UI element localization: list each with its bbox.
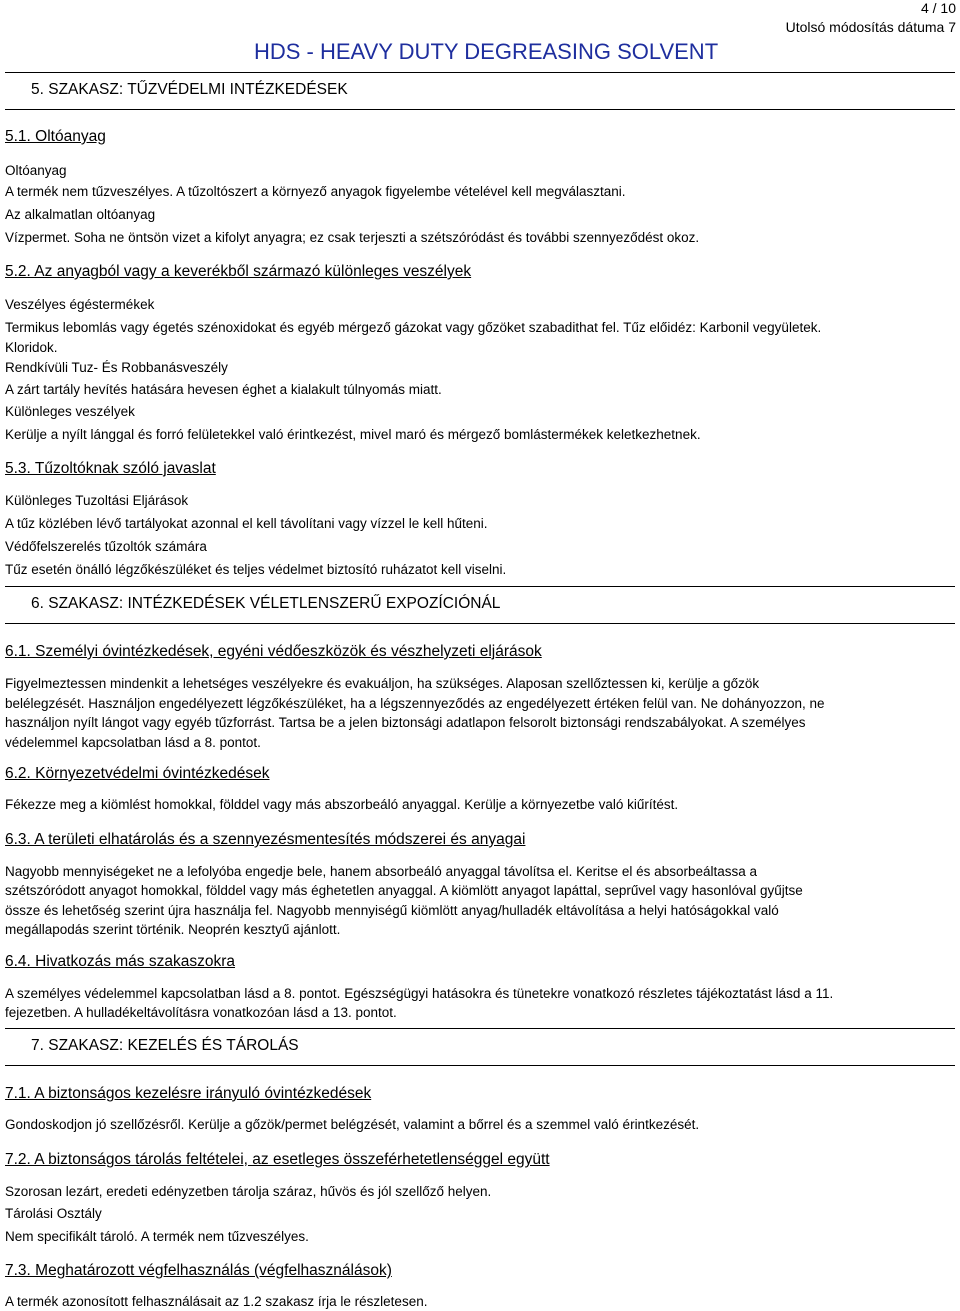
subsection-7-2-title: 7.2. A biztonságos tárolás feltételei, az esetleges összeférhetetlenséggel együtt (5, 1151, 550, 1168)
label-firefighting-procedures: Különleges Tuzoltási Eljárások (5, 493, 189, 508)
label-extinguishing-media: Oltóanyag (5, 163, 67, 178)
subsection-6-2-title: 6.2. Környezetvédelmi óvintézkedések (5, 765, 270, 782)
text-storage-class: Nem specifikált tároló. A termék nem tűzveszélyes. (5, 1229, 309, 1244)
text-specific-hazards: Kerülje a nyílt lánggal és forró felületekkel való érintkezést, mivel maró és mérgező bomlástermékek keletkezhetnek. (5, 427, 701, 442)
text-hazardous-combustion-2: Kloridok. (5, 340, 58, 355)
section-7-title: 7. SZAKASZ: KEZELÉS ÉS TÁROLÁS (31, 1037, 299, 1054)
text-hazardous-combustion-1: Termikus lebomlás vagy égetés szénoxidokat és egyéb mérgező gázokat vagy gőzöket szabadithat fel. Tűz előidéz: Karbonil vegyületek. (5, 320, 822, 335)
text-6-3-line: Nagyobb mennyiségeket ne a lefolyóba engedje bele, hanem absorbeáló anyaggal távolítsa el. Keritse el és absorbeáltassa a (5, 864, 757, 879)
section-6-header (5, 586, 955, 624)
subsection-5-1-title: 5.1. Oltóanyag (5, 128, 106, 145)
text-6-4-line: fejezetben. A hulladékeltávolításra vonatkozóan lásd a 13. pontot. (5, 1005, 397, 1020)
label-specific-hazards: Különleges veszélyek (5, 404, 135, 419)
document-title: HDS - HEAVY DUTY DEGREASING SOLVENT (254, 39, 719, 64)
text-extinguishing-media: A termék nem tűzveszélyes. A tűzoltószert a környező anyagok figyelembe vételével kell megválasztani. (5, 184, 626, 199)
text-7-1: Gondoskodjon jó szellőzésről. Kerülje a gőzök/permet belégzését, valamint a bőrrel és a szemmel való érintkezését. (5, 1117, 700, 1132)
text-6-3-line: szétszóródott anyagot homokkal, földdel vagy más éghetetlen anyaggal. A kiömlött anyagot lapáttal, seprűvel vagy hasonlóval gyűjtse (5, 883, 803, 898)
last-modified-date: Utolsó módosítás dátuma 7 (785, 19, 956, 35)
label-fire-explosion-hazard: Rendkívüli Tuz- És Robbanásveszély (5, 360, 228, 375)
section-7-header (5, 1028, 955, 1066)
text-7-3: A termék azonosított felhasználásait az 1.2 szakasz írja le részletesen. (5, 1294, 428, 1309)
text-6-2: Fékezze meg a kiömlést homokkal, földdel vagy más abszorbeáló anyaggal. Kerülje a környezetbe való kiűrítést. (5, 797, 679, 812)
subsection-6-3-title: 6.3. A területi elhatárolás és a szennyezésmentesítés módszerei és anyagai (5, 831, 526, 848)
text-unsuitable-media: Vízpermet. Soha ne öntsön vizet a kifolyt anyagra; ez csak terjeszti a szétszóródást és további szennyeződést okoz. (5, 230, 700, 245)
label-storage-class: Tárolási Osztály (5, 1206, 102, 1221)
text-7-2-conditions: Szorosan lezárt, eredeti edényzetben tárolja száraz, hűvös és jól szellőző helyen. (5, 1184, 492, 1199)
text-6-3-line: össze és lehetőség szerint újra használja fel. Nagyobb mennyiségű kiömlött anyag/hulladék eltávolítása a helyi hatóságokkal való (5, 903, 779, 918)
text-6-3-line: megállapodás szerint történik. Neoprén kesztyű ajánlott. (5, 922, 341, 937)
section-6-title: 6. SZAKASZ: INTÉZKEDÉSEK VÉLETLENSZERŰ EXPOZÍCIÓNÁL (31, 595, 501, 612)
text-6-1-line: védelemmel kapcsolatban lásd a 8. pontot. (5, 735, 261, 750)
subsection-7-3-title: 7.3. Meghatározott végfelhasználás (végfelhasználások) (5, 1262, 392, 1279)
subsection-5-2-title: 5.2. Az anyagból vagy a keverékből származó különleges veszélyek (5, 263, 472, 280)
text-6-4-line: A személyes védelemmel kapcsolatban lásd a 8. pontot. Egészségügyi hatásokra és tünetekre vonatkozó részletes tájékoztatást lásd a 11. (5, 986, 834, 1001)
text-firefighting-procedures: A tűz közlében lévő tartályokat azonnal el kell távolítani vagy vízzel le kell hűteni. (5, 516, 488, 531)
text-6-1-line: belélegzését. Használjon engedélyezett légzőkészüléket, ha a légszennyeződés az engedélyezett értéken felül van. Ne dohányozzon, ne (5, 696, 825, 711)
label-hazardous-combustion: Veszélyes égéstermékek (5, 297, 155, 312)
text-6-1-line: használjon nyílt lángot vagy egyéb tűzforrást. Tartsa be a jelen biztonsági adatlapon felsorolt biztonsági rendszabályokat. A személyes (5, 715, 806, 730)
subsection-6-4-title: 6.4. Hivatkozás más szakaszokra (5, 953, 236, 970)
text-6-1-line: Figyelmeztessen mindenkit a lehetséges veszélyekre és evakuáljon, ha szükséges. Alaposan szellőztessen ki, kerülje a gőzök (5, 676, 760, 691)
section-5-title: 5. SZAKASZ: TŰZVÉDELMI INTÉZKEDÉSEK (31, 81, 348, 98)
label-protective-equipment: Védőfelszerelés tűzoltók számára (5, 539, 207, 554)
text-protective-equipment: Tűz esetén önálló légzőkészüléket és teljes védelmet biztosító ruházatot kell viselni. (5, 562, 507, 577)
subsection-6-1-title: 6.1. Személyi óvintézkedések, egyéni védőeszközök és vészhelyzeti eljárások (5, 643, 542, 660)
page-number: 4 / 10 (920, 0, 956, 16)
subsection-7-1-title: 7.1. A biztonságos kezelésre irányuló óvintézkedések (5, 1085, 372, 1102)
text-fire-explosion-hazard: A zárt tartály hevítés hatására hevesen éghet a kialakult túlnyomás miatt. (5, 382, 442, 397)
section-5-header (5, 72, 955, 110)
subsection-5-3-title: 5.3. Tűzoltóknak szóló javaslat (5, 460, 216, 477)
label-unsuitable-media: Az alkalmatlan oltóanyag (5, 207, 156, 222)
